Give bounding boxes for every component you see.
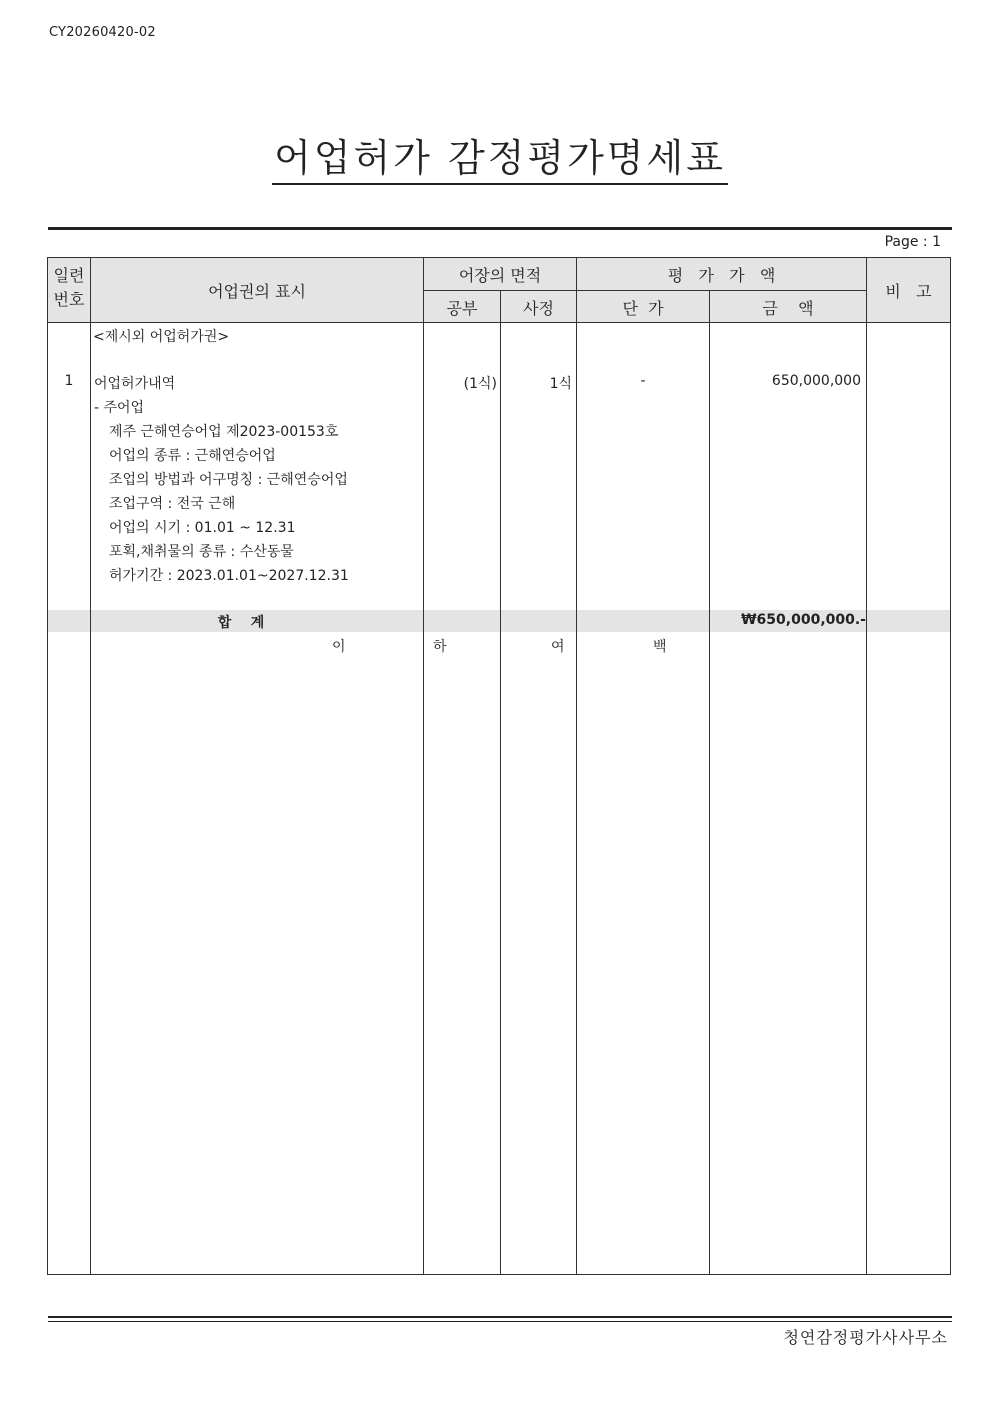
header-serial-line1: 일련 <box>53 266 85 285</box>
row-amount: 650,000,000 <box>771 373 861 389</box>
end-marker-2: 하 <box>433 639 447 655</box>
row-sub: - 주어업 <box>94 400 145 416</box>
col-divider <box>500 291 501 1275</box>
top-rule <box>48 227 952 230</box>
header-amount: 금 액 <box>762 299 814 318</box>
total-amount: ₩650,000,000.- <box>741 612 866 628</box>
header-valuation: 평 가 가 액 <box>667 266 776 285</box>
office-name: 청연감정평가사사무소 <box>783 1328 948 1347</box>
total-label: 합 계 <box>217 615 265 631</box>
col-divider <box>866 258 867 1275</box>
col-divider <box>576 258 577 1275</box>
footer-rule <box>48 1321 952 1322</box>
detail-line: 허가기간 : 2023.01.01~2027.12.31 <box>109 568 349 584</box>
page-title-text: 어업허가 감정평가명세표 <box>272 134 728 185</box>
header-unit-price: 단 가 <box>622 299 664 318</box>
detail-line: 어업의 종류 : 근해연승어업 <box>109 448 276 464</box>
header-display: 어업권의 표시 <box>208 282 306 301</box>
detail-line: 조업구역 : 전국 근해 <box>109 496 236 512</box>
header-serial-line2: 번호 <box>53 290 85 309</box>
end-marker-3: 여 <box>551 639 565 655</box>
col-divider <box>90 258 91 1275</box>
page-number: Page : 1 <box>884 234 941 250</box>
header-area-actual: 사정 <box>523 299 554 318</box>
row-area-actual: 1식 <box>549 376 572 392</box>
end-marker-4: 백 <box>653 639 667 655</box>
appraisal-table <box>47 257 951 1275</box>
header-bottom-line <box>48 322 950 323</box>
detail-line: 포획,채취물의 종류 : 수산동물 <box>109 544 294 560</box>
header-serial <box>48 264 90 312</box>
col-divider <box>709 291 710 1275</box>
detail-line: 조업의 방법과 어구명칭 : 근해연승어업 <box>109 472 348 488</box>
header-area: 어장의 면적 <box>458 266 542 285</box>
end-marker-1: 이 <box>332 639 346 655</box>
section-title: <제시외 어업허가권> <box>93 329 230 345</box>
col-divider <box>423 258 424 1275</box>
header-area-official: 공부 <box>446 299 478 318</box>
row-area-official: (1식) <box>463 376 497 392</box>
footer-rule <box>48 1316 952 1318</box>
document-id: CY20260420-02 <box>49 25 156 40</box>
header-subdivider <box>423 290 866 291</box>
detail-line: 제주 근해연승어업 제2023-00153호 <box>109 424 339 440</box>
row-number: 1 <box>64 373 74 389</box>
page-title <box>0 134 1000 185</box>
row-unit-price: - <box>640 373 646 389</box>
header-remarks: 비 고 <box>885 282 932 301</box>
detail-line: 어업의 시기 : 01.01 ~ 12.31 <box>109 520 296 536</box>
row-name: 어업허가내역 <box>94 376 176 392</box>
